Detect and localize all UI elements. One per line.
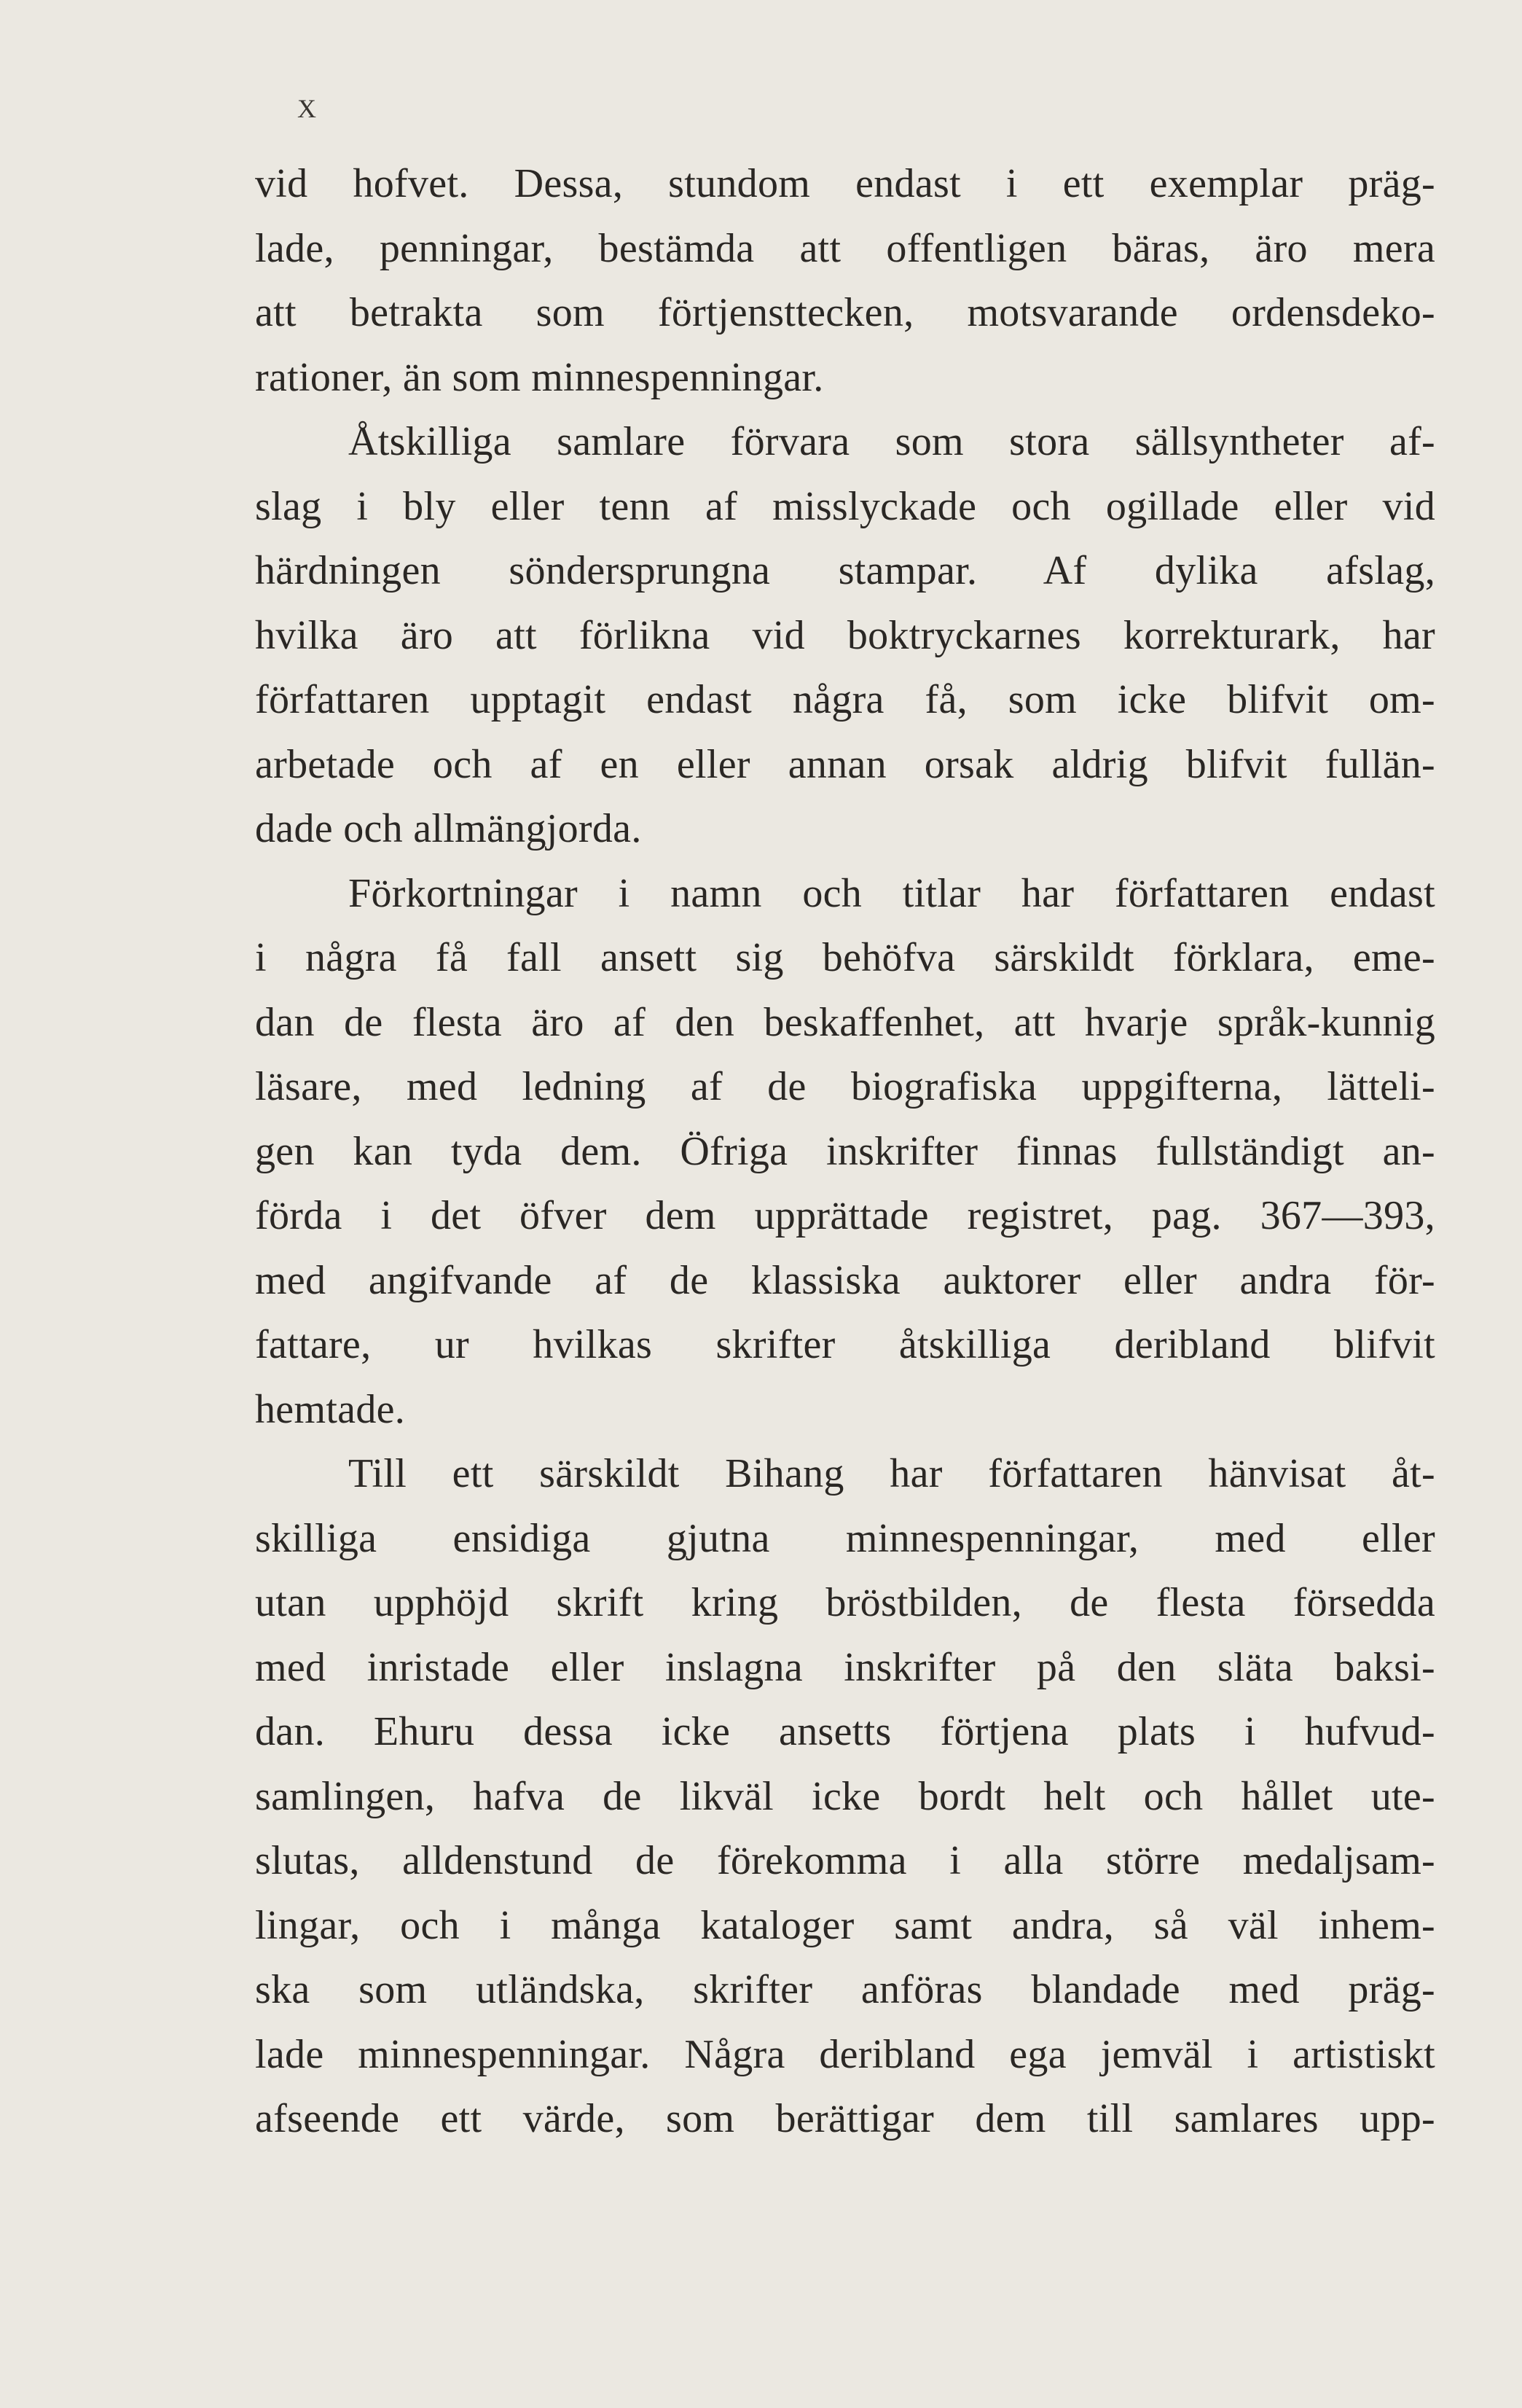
text-line: slag i bly eller tenn af misslyckade och ogillade eller vid <box>255 483 1435 529</box>
body-text <box>255 152 1435 2151</box>
text-line: författaren upptagit endast några få, som icke blifvit om- <box>255 677 1435 722</box>
text-line: slutas, alldenstund de förekomma i alla större medaljsam- <box>255 1838 1435 1883</box>
text-line: lade, penningar, bestämda att offentligen bäras, äro mera <box>255 225 1435 271</box>
text-line: härdningen söndersprungna stampar. Af dylika afslag, <box>255 548 1435 593</box>
text-line: läsare, med ledning af de biografiska uppgifterna, lätteli- <box>255 1064 1435 1109</box>
text-line: Förkortningar i namn och titlar har författaren endast <box>348 870 1435 916</box>
text-line: dade och allmängjorda. <box>255 806 642 851</box>
text-line: afseende ett värde, som berättigar dem till samlares upp- <box>255 2096 1435 2141</box>
text-line: utan upphöjd skrift kring bröstbilden, de flesta försedda <box>255 1580 1435 1625</box>
text-line: dan de flesta äro af den beskaffenhet, att hvarje språk-kunnig <box>255 999 1435 1045</box>
text-line: Till ett särskildt Bihang har författaren hänvisat åt- <box>348 1451 1435 1496</box>
text-line: hemtade. <box>255 1386 406 1432</box>
text-line: skilliga ensidiga gjutna minnespenningar, med eller <box>255 1515 1435 1561</box>
text-line: förda i det öfver dem upprättade registret, pag. 367—393, <box>255 1193 1435 1238</box>
text-line: lade minnespenningar. Några deribland ega jemväl i artistiskt <box>255 2031 1435 2077</box>
paragraph-3 <box>255 861 1435 1442</box>
text-line: fattare, ur hvilkas skrifter åtskilliga deribland blifvit <box>255 1322 1435 1367</box>
text-line: samlingen, hafva de likväl icke bordt helt och hållet ute- <box>255 1773 1435 1819</box>
text-line: gen kan tyda dem. Öfriga inskrifter finnas fullständigt an- <box>255 1128 1435 1174</box>
text-line: med angifvande af de klassiska auktorer eller andra för- <box>255 1257 1435 1303</box>
text-line: arbetade och af en eller annan orsak aldrig blifvit fullän- <box>255 741 1435 787</box>
text-line: att betrakta som förtjensttecken, motsvarande ordensdeko- <box>255 290 1435 335</box>
text-line: lingar, och i många kataloger samt andra, så väl inhem- <box>255 1902 1435 1948</box>
page-number: X <box>297 94 318 123</box>
text-line: i några få fall ansett sig behöfva särskildt förklara, eme- <box>255 935 1435 980</box>
text-line: dan. Ehuru dessa icke ansetts förtjena plats i hufvud- <box>255 1709 1435 1754</box>
text-line: hvilka äro att förlikna vid boktryckarnes korrekturark, har <box>255 612 1435 658</box>
text-line: rationer, än som minnespenningar. <box>255 354 824 400</box>
text-line: vid hofvet. Dessa, stundom endast i ett exemplar präg- <box>255 161 1435 206</box>
paragraph-4 <box>255 1442 1435 2151</box>
paragraph-2 <box>255 410 1435 861</box>
text-line: med inristade eller inslagna inskrifter på den släta baksi- <box>255 1644 1435 1690</box>
text-line: ska som utländska, skrifter anföras blandade med präg- <box>255 1967 1435 2012</box>
text-line: Åtskilliga samlare förvara som stora sällsyntheter af- <box>348 419 1435 464</box>
paragraph-1 <box>255 152 1435 410</box>
